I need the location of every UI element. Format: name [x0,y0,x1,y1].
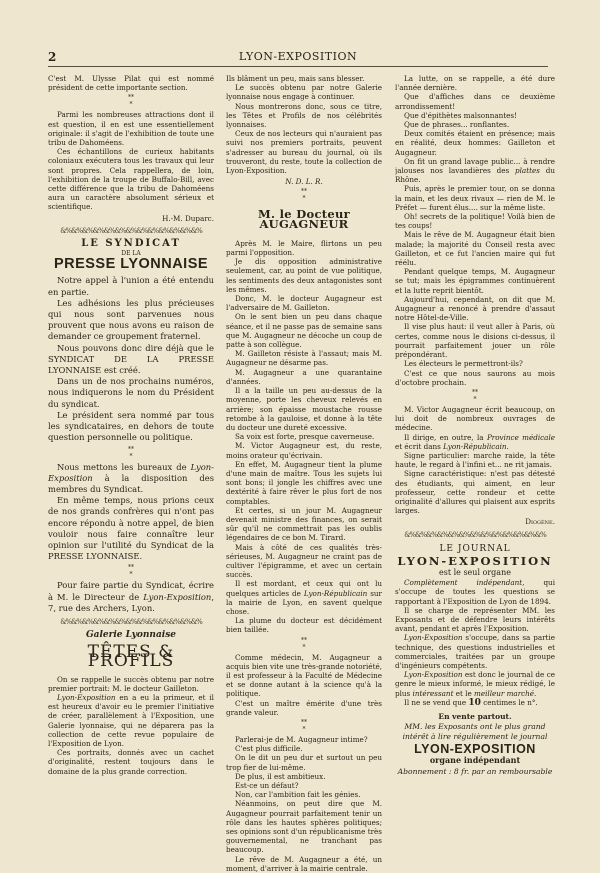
paragraph: C'est M. Ulysse Pilat qui est nommé président de cette importante section. [48,74,214,93]
paragraph: C'est ce que nous saurons au mois d'octobre prochain. [395,368,555,387]
paragraph: Ces portraits, donnés avec un cachet d'originalité, restent toujours dans le domaine de la plus grande correction. [48,748,214,776]
paragraph: Nous montrerons donc, sous ce titre, les Têtes et Profils de nos célébrités lyonnaises. [226,101,382,130]
paragraph: M. Victor Augagneur écrit beaucoup, on lui doit de nombreux ouvrages de médecine. [395,404,555,433]
paragraph: Après M. le Maire, flirtons un peu parmi l'opposition. [226,238,382,258]
paragraph: La lutte, on se rappelle, a été dure l'année dernière. [395,74,555,93]
heading-galerie-lyonnaise: Galerie Lyonnaise [85,629,177,640]
page-header [48,50,548,67]
heading-tetes-profils: TÊTES & PROFILS [87,642,175,672]
paragraph: Néanmoins, on peut dire que M. Augagneur pourrait parfaitement tenir un rôle dans les hautes sphères politiques; ses opinions sont d'un républicanisme très gouvernemental, ne tranchant pas beaucoup. [226,799,382,855]
paragraph: Il est mordant, et ceux qui ont lu quelques articles de Lyon-Républicain sur la mairie de Lyon, en savent quelque chose. [226,579,382,616]
paragraph: Sa voix est forte, presque caverneuse. [235,432,375,442]
column-1 [48,74,214,776]
paragraph: On le sent bien un peu dans chaque séance, et il ne passe pas de semaine sans que M. Augagneur ne décoche un coup de patte à son collègue. [226,312,382,350]
running-head: LYON-EXPOSITION [238,50,358,63]
paragraph: M. Victor Augagneur est, du reste, moins orateur qu'écrivain. [226,441,382,460]
page-number: 2 [48,50,57,64]
paragraph: Est-ce un défaut? [235,781,299,791]
paragraph: Les adhésions les plus précieuses qui nous sont parvenues nous prouvent que nous avons eu raison de demander ce groupement fraternel. [48,297,214,342]
paragraph: M. Gailleton résiste à l'assaut; mais M. Augagneur ne désarme pas. [226,349,382,368]
paragraph: Dans un de nos prochains numéros, nous indiquerons le nom du Président du syndicat. [48,376,214,409]
paragraph: Que de phrases... ronflantes. [404,120,510,130]
column-2 [226,74,382,873]
exposants-notice: MM. les Exposants ont le plus grand intérêt à lire régulièrement le journal [402,722,548,741]
paragraph: Il se charge de représenter MM. les Exposants et de défendre leurs intérêts avant, pendant et après l'Exposition. [395,605,555,634]
paragraph: Donc, M. le docteur Augagneur est l'adversaire de M. Gailleton. [226,294,382,313]
separator-stars: ** * [128,94,134,109]
paragraph: Oh! secrets de la politique! Voilà bien de tes coups! [395,212,555,231]
paragraph: Il dirige, en outre, la Province médicale et écrit dans Lyon-Républicain. [395,432,555,451]
paragraph: Pour faire partie du Syndicat, écrire à M. le Directeur de Lyon-Exposition, 7, rue des Archers, Lyon. [48,580,214,613]
paragraph: Il a la taille un peu au-dessus de la moyenne, porte les cheveux relevés en arrière; son épaisse moustache rousse retombe à la gauloise, et donne à la tête du docteur une dureté excessive. [226,386,382,432]
ornament-divider: &%&%&%&%&%&%&%&%&%&%&%&%&% [60,226,202,235]
paragraph: Le succès obtenu par notre Galerie lyonnaise nous engage à continuer. [226,83,382,102]
signature: N. D. L. R. [285,177,323,187]
separator-stars: ** * [301,719,307,733]
ornament-divider: &%&%&%&%&%&%&%&%&%&%&%&%&% [60,617,202,626]
paragraph: La plume du docteur est décidément bien taillée. [226,616,382,635]
paragraph: Ceux de nos lecteurs qui n'auraient pas suivi nos premiers portraits, peuvent s'adresser au bureau du journal, où ils trouveront, du reste, toute la collection de Lyon-Exposition. [226,129,382,176]
paragraph: En effet, M. Augagneur tient la plume d'une main de maître. Tous les sujets lui sont bons; il jongle les chiffres avec une dextérité à faire rêver le plus fort de nos comptables. [226,459,382,506]
paragraph: Que d'épithètes malsonnantes! [404,110,517,120]
paragraph: De plus, il est ambitieux. [235,771,326,781]
column-3 [395,74,555,778]
separator-stars: ** * [128,445,134,460]
signature: Diogène. [525,517,555,527]
paragraph: Lyon-Exposition est donc le journal de ce genre le mieux informé, le mieux rédigé, le plus intéressant et le meilleur marché. [395,670,555,698]
paragraph: On se rappelle le succès obtenu par notre premier portrait: M. le docteur Gailleton. [48,674,214,693]
paragraph: Nous mettons les bureaux de Lyon-Exposition à la disposition des membres du Syndicat. [48,461,214,494]
paragraph: C'est un maître émérite d'une très grande valeur. [226,698,382,717]
paragraph: On le dit un peu dur et surtout un peu trop fier de lui-même. [226,753,382,772]
heading-lyon-exposition: LYON-EXPOSITION [397,553,553,568]
paragraph: Signe caractéristique: n'est pas détesté des étudiants, qui aiment, en leur professeur, cette rondeur et cette originalité d'allures qui plaisent aux esprits larges. [395,469,555,516]
paragraph: Mais le rêve de M. Augagneur était bien malade; la majorité du Conseil resta avec Gailleton, et ce fut l'ancien maire qui fut réélu. [395,230,555,268]
paragraph: Signe particulier: marche raide, la tête haute, le regard à l'infini et... ne rit jamais. [395,450,555,470]
paragraph: Et certes, si un jour M. Augagneur devenait ministre des finances, on serait sûr qu'il ne commettrait pas les oublis légendaires de ce bon M. Tirard. [226,505,382,543]
paragraph: M. Augagneur a une quarantaine d'années. [226,367,382,386]
ornament-divider: &%&%&%&%&%&%&%&%&%&%&%&%&% [404,530,546,539]
separator-stars: ** * [128,564,134,579]
subheading-seul-organe: est le seul organe [439,567,511,577]
paragraph: Complètement indépendant, qui s'occupe de toutes les questions se rapportant à l'Exposition de Lyon de 1894. [395,578,555,606]
signature: H.-M. Duparc. [162,213,214,223]
heading-presse-lyonnaise: PRESSE LYONNAISE [53,256,209,273]
paragraph: Parmi les nombreuses attractions dont il est question, il en est une essentiellement originale: il s'agit de l'exhibition de toute une tribu de Dahoméens. [48,110,214,148]
paragraph: Le président sera nommé par tous les syndicataires, en dehors de toute question personnelle ou politique. [48,409,214,443]
syndicat-article [48,275,214,613]
paragraph: Mais à côté de ces qualités très-sérieuses, M. Augagneur ne craint pas de cultiver l'épigramme, et avec un certain succès. [226,542,382,580]
paragraph: Ces échantillons de curieux habitants coloniaux exécutera tous les travaux qui leur sont propres. Cela rappellera, de loin, l'exhibition de la troupe de Buffalo-Bill, avec cette différence que la tribu de Dahoméens aura un caractère absolument sérieux et scientifique. [48,147,214,212]
lyon-exposition-title: LYON-EXPOSITION [414,742,536,757]
paragraph: Notre appel à l'union a été entendu en partie. [48,275,214,297]
paragraph: Je dis opposition administrative seulement, car, au point de vue politique, les sentiments des deux antagonistes sont les mêmes. [226,257,382,294]
paragraph: Lyon-Exposition en a eu la primeur, et il est heureux d'avoir eu le premier l'initiative de créer, parallèlement à l'Exposition, une Galerie lyonnaise, qui ne déparera pas la collection de cette revue populaire de l'Exposition de Lyon. [48,692,214,748]
organe-independant: organe indépendant [429,754,521,765]
paragraph: Que d'affiches dans ce deuxième arrondissement! [395,92,555,111]
paragraph: Comme médecin, M. Augagneur a acquis bien vite une très-grande notoriété, il est professeur à la Faculté de Médecine et se donne autant à la science qu'à la politique. [226,652,382,699]
paragraph: On fit un grand lavage public... à rendre jalouses nos lavandières des plattes du Rhône. [395,156,555,185]
heading-syndicat: LE SYNDICAT [81,237,181,249]
paragraph: Le rêve de M. Augagneur a été, un moment, d'arriver à la mairie centrale. [226,854,382,873]
separator-stars: ** * [301,188,307,203]
paragraph: Parlerai-je de M. Augagneur intime? [235,735,368,744]
paragraph: Nous pouvons donc dire déjà que le SYNDICAT DE LA PRESSE LYONNAISE est créé. [48,342,214,376]
separator-stars: ** * [472,388,478,403]
paragraph: Lyon-Exposition s'occupe, dans sa partie technique, des questions industrielles et commerciales, traitées par un groupe d'ingénieurs compétents. [395,633,555,670]
paragraph: Il ne se vend que 10 centimes le n°. [404,697,538,708]
abonnement-line: Abonnement : 8 fr. par an remboursable [397,766,553,776]
paragraph: Non, car l'ambition fait les génies. [235,790,361,800]
heading-docteur-augagneur: M. le Docteur AUGAGNEUR [257,207,351,231]
paragraph: En même temps, nous prions ceux de nos grands confrères qui n'ont pas encore répondu à notre appel, de bien vouloir nous faire connaître leur opinion sur l'utilité du Syndicat de la PRESSE LYONNAISE. [48,495,214,562]
en-vente-partout: En vente partout. [438,712,512,721]
heading-de-la: DE LA [121,250,141,258]
separator-stars: ** * [301,636,307,651]
paragraph: C'est plus difficile. [235,744,303,754]
paragraph: Pendant quelque temps, M. Augagneur se tut; mais les épigrammes continuèrent et la lutte reprit bientôt. [395,267,555,295]
paragraph: Puis, après le premier tour, on se donna la main, et les deux rivaux — rien de M. le Préfet — furent élus.... sur la même liste. [395,184,555,212]
paragraph: Ils blâment un peu, mais sans blesser. [226,74,365,83]
heading-le-journal: LE JOURNAL [439,543,511,554]
paragraph: Les électeurs le permettront-ils? [404,359,523,369]
paragraph: Aujourd'hui, cependant, on dit que M. Augagneur a renoncé à prendre d'assaut notre Hôtel-de-Ville. [395,294,555,323]
paragraph: Deux comités étaient en présence; mais en réalité, deux hommes: Gailleton et Augagneur. [395,129,555,157]
paragraph: Il vise plus haut: il veut aller à Paris, où certes, comme nous le disions ci-dessus, il pourrait parfaitement jouer un rôle prépondérant. [395,322,555,360]
